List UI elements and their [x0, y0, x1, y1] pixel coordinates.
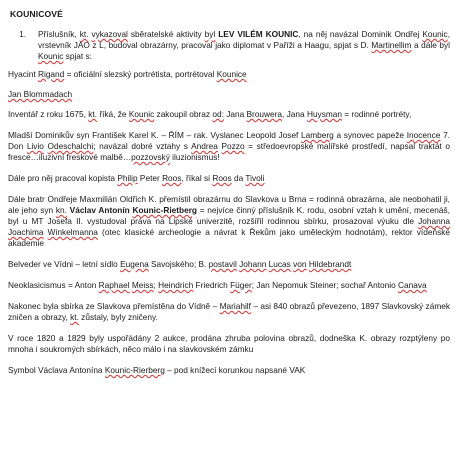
paragraph-nakonec	[8, 301, 450, 323]
list-item-text	[32, 29, 450, 62]
spellcheck-word: Kounic	[422, 29, 448, 39]
spellcheck-word: Mariahilf	[219, 301, 251, 311]
spellcheck-word: Kounice	[216, 69, 247, 79]
bold-name: LEV VILÉM KOUNIC	[218, 29, 299, 39]
text-span: – asi 840 obrazů převezeno, 1897 Slavkovský zámek zničen a obrazy,	[8, 301, 450, 322]
spellcheck-word: Kounic-Rietberg	[132, 205, 197, 215]
text-span: Mladší Dominikův syn František Karel K. – ŘÍM – rak. Vyslanec Leopold Josef	[8, 130, 302, 140]
list-item	[8, 29, 450, 62]
paragraph-symbol	[8, 365, 450, 376]
text-span: Hyacint	[8, 69, 38, 79]
text-span: ; Jan Nepomuk Steiner; sochař Antonio	[251, 280, 398, 290]
text-span: sběratelské aktivity	[127, 29, 205, 39]
spellcheck-word: Canava	[398, 280, 427, 290]
text-span: Příslušník,	[38, 29, 80, 39]
text-span: Friedrich	[193, 280, 231, 290]
spellcheck-word: Andrea	[191, 141, 218, 151]
spellcheck-word: pozzovský	[131, 152, 170, 162]
paragraph-neoklasicismus	[8, 280, 450, 291]
text-span: = rodinné portréty,	[342, 109, 412, 119]
spellcheck-word: Lamberg	[301, 130, 334, 140]
text-span: , Jana	[282, 109, 307, 119]
spellcheck-word: postavil	[208, 259, 237, 269]
spellcheck-word: Winkelmanna	[47, 227, 98, 237]
spellcheck-word: Kounic-Rierberg	[104, 365, 165, 375]
text-span: a dále byl	[411, 40, 450, 50]
text-span: (otec klasické archeologie a návrat k Řekům jako uměleckým hodnotám), rektor vídeňské akademie	[8, 227, 450, 248]
text-span: zakoupil obraz	[154, 109, 213, 119]
text-span: Savojského; B.	[148, 259, 209, 269]
spellcheck-word: Livio	[26, 141, 44, 151]
text-span: iluzionismus!	[169, 152, 220, 162]
paragraph-blommadach	[8, 89, 450, 100]
text-span: = oficiální slezský portrétista, portrétoval	[64, 69, 217, 79]
bold-name: Václav Antonín	[66, 205, 133, 215]
spellcheck-word: Kounic	[38, 51, 64, 61]
text-span: ;	[153, 280, 159, 290]
paragraph-aukce: V roce 1820 a 1829 byly uspořádány 2 aukce, prodána zhruba polovina obrazů, dodneška K. obrazy rozptýleny po mnoha i soukromých sbírkách, něco málo i na slavkovském zámku	[8, 333, 450, 354]
spellcheck-word: Raphael	[98, 280, 130, 290]
spellcheck-word: Philip	[117, 173, 138, 183]
spellcheck-word: Pozzo	[221, 141, 245, 151]
list-number: 1.	[19, 29, 26, 39]
spellcheck-word: Meiss	[131, 280, 154, 290]
spellcheck-word: Füger	[230, 280, 252, 290]
text-span: Belveder ve Vídni – letní sídlo	[8, 259, 121, 269]
spellcheck-word: Huysman	[306, 109, 342, 119]
text-span: = nejvíce činný příslušník K. rodu, osobní vztah k umění, mecenáš, byl u MT Josefa II. vystudoval práva na Lipské univerzitě, rozšířil rodinnou sbírku, prosazoval výuku dle	[8, 205, 450, 226]
text-span: Neoklasicismus = Anton	[8, 280, 99, 290]
spellcheck-word: od:	[212, 109, 224, 119]
spellcheck-word: Rigand	[37, 69, 65, 79]
spellcheck-word: Lucas	[268, 259, 291, 269]
text-span: , na něj navázal Dominik Ondřej	[298, 29, 423, 39]
spellcheck-word: kt.	[70, 312, 79, 322]
spellcheck-word: Brouwera	[246, 109, 283, 119]
document-title: KOUNICOVÉ	[10, 9, 63, 19]
spellcheck-word: kt.	[88, 109, 98, 119]
spellcheck-word: Joachima	[8, 227, 44, 237]
spellcheck-word: Johanna	[418, 216, 450, 226]
paragraph-inventory	[8, 109, 450, 120]
spellcheck-word: kn.	[55, 205, 67, 215]
paragraph-mladsi	[8, 130, 450, 163]
spellcheck-word: Odeschalchi	[47, 141, 94, 151]
spellcheck-word: Jan Blommadach	[8, 89, 73, 99]
text-span: , říkal si	[181, 173, 213, 183]
text-span: Dále pro něj pracoval kopista	[8, 173, 118, 183]
paragraph-bratr	[8, 194, 450, 249]
spellcheck-word: Eugena	[120, 259, 149, 269]
text-span: – pod knížecí korunkou napsané VAK	[164, 365, 306, 375]
text-span: Peter	[137, 173, 163, 183]
spellcheck-word: Roos	[212, 173, 232, 183]
text-span: a synovec papeže	[333, 130, 407, 140]
spellcheck-word: Hildebrandt	[308, 259, 352, 269]
spellcheck-word: Kounic	[128, 109, 155, 119]
text-span: Inventář z roku 1675,	[8, 109, 89, 119]
text-span: 7. Don	[8, 130, 450, 151]
spellcheck-word: kt.	[79, 29, 89, 39]
paragraph-rigand	[8, 69, 450, 80]
text-span: říká, že	[97, 109, 129, 119]
text-span: Jana	[223, 109, 247, 119]
spellcheck-word: vykazoval	[91, 29, 128, 39]
paragraph-belveder	[8, 259, 450, 270]
spellcheck-word: Roos	[162, 173, 182, 183]
text-span: da	[231, 173, 246, 183]
spellcheck-word: Johann	[239, 259, 267, 269]
text-span: = středoevropské malířské prostředí, napsal traktát o fresce…iluzivní freskové malbě…	[8, 141, 450, 162]
spellcheck-word: Heindrich	[158, 280, 194, 290]
text-span: zůstaly, byly zničeny.	[78, 312, 158, 322]
text-span: Dále bratr Ondřeje Maxmilián Oldřich K. přemístil obrazárnu do Slavkova u Brna = rodinná obrazárna, ale neobohatil ji, ale jeho syn	[8, 194, 450, 215]
spellcheck-word: byl	[204, 29, 216, 39]
spellcheck-word: von	[293, 259, 307, 269]
text-span: spjat s:	[63, 51, 92, 61]
paragraph-kopista	[8, 173, 450, 184]
text-span: Nakonec byla sbírka ze Slavkova přemístěna do Vídně –	[8, 301, 220, 311]
text-span: , vrstevník JAO z L, budoval obrazárny, pracoval jako diplomat v Paříži a Haagu, spjat s D.	[38, 29, 451, 50]
spellcheck-word: Inocence	[406, 130, 441, 140]
text-span: ; navázal dobré vztahy s	[93, 141, 192, 151]
spellcheck-word: Martinellim	[371, 40, 412, 50]
text-span: Symbol Václava Antonína	[8, 365, 105, 375]
spellcheck-word: Tivoli	[245, 173, 265, 183]
